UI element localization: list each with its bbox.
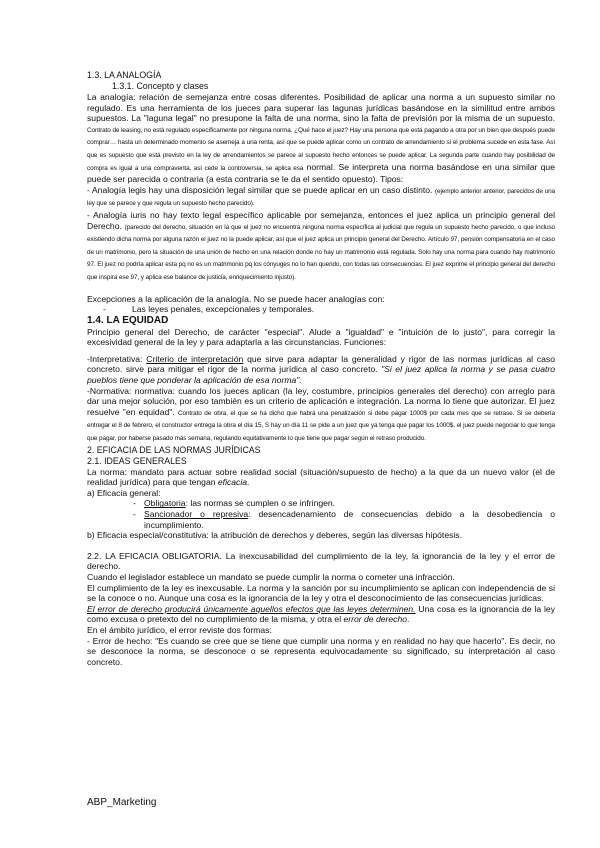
analogia-definition-tail: normal. Se interpreta una norma basándose en una similar que puede ser parecida o contraria (a esta contraria se le da el sentido opuesto). Tipos: — [87, 161, 555, 185]
paragraph-normativa — [87, 386, 555, 445]
paragraph-analogia-definition — [87, 92, 555, 185]
paragraph-legislador: Cuando el legislador establece un mandato se puede cumplir la norma o cometer una infracción. — [87, 571, 455, 582]
eficacia-general-label: a) Eficacia general: — [87, 487, 161, 498]
eficacia-especial-label: b) Eficacia especial/constitutiva: la atribución de derechos y deberes, según las diversas hipótesis. — [87, 530, 462, 541]
obligatoria-underlined: Obligatoria — [144, 498, 186, 509]
analogia-iuris-example: (parecido del derecho, situación en la que el juez no encuentra ninguna norma específica al judicial que regula un supuesto hecho parecido, o que incluso existiendo dicha norma por alguna razón el juez no la puede aplicar, así que el juez aplica un principio general del Derecho. Artículo 97, pensión compensatoria en el caso de un matrimonio, pero la situación de una unión de hecho en una relación donde no hay un matrimonio está regulada. Solo hay una norma para cuando hay matrimonio 97. El juez no podría aplicar esta pq no es un matrimonio pq los cónyuges no lo han querido, con todas las consecuencias. El juez exprime el principio general del derecho que inspira ese 97, y aplica ese balance de justicia, enriquecimiento injusto). — [87, 223, 555, 281]
error-derecho-underlined: El error de derecho producirá únicamente aquellos efectos que las leyes determinen. — [87, 603, 416, 614]
interpretativa-text: que sirve para adaptar la generalidad y rigor de las normas jurídicas al caso concreto. sirve para mitigar el rigor de la norma jurídica al caso concreto. — [87, 353, 555, 375]
analogia-definition-text: La analogía: relación de semejanza entre cosas diferentes. Posibilidad de aplicar una norma a un supuesto similar no regulado. Es una herramienta de los jueces para superar las lagunas jurídicas basándose en la similitud entre ambos supuestos. La "laguna legal" no presupone la falta de una norma, sino la falta de previsión por la misma de un supuesto. — [87, 92, 555, 124]
list-dash: - — [133, 498, 136, 509]
section-title-equidad: 1.4. LA EQUIDAD — [87, 314, 169, 326]
list-item-text — [144, 509, 555, 530]
norma-text: La norma: mandato para actuar sobre realidad social (situación/supuesto de hecho) a la que da un nuevo valor (el de realidad jurídica) para que tengan — [87, 466, 555, 488]
list-item-text — [144, 498, 555, 509]
criterio-interpretacion-underlined: Criterio de interpretación — [146, 353, 244, 364]
subsection-title-concepto: 1.3.1. Concepto y clases — [112, 81, 209, 91]
subsection-title-ideas-generales: 2.1. IDEAS GENERALES — [87, 455, 187, 466]
list-item-excepciones — [87, 304, 555, 315]
paragraph-interpretativa — [87, 354, 555, 386]
list-dash: - — [133, 509, 136, 519]
paragraph-error-derecho — [87, 604, 555, 625]
error-derecho-end: . — [407, 614, 410, 625]
sancionador-underlined: Sancionador o represiva — [144, 509, 249, 519]
error-derecho-emphasis: error de derecho — [343, 614, 408, 625]
list-item-sancionador — [87, 509, 555, 530]
document-page — [87, 70, 555, 667]
list-item-text: Las leyes penales, excepcionales y temporales. — [132, 304, 315, 315]
section-title-analogia: 1.3. LA ANALOGÍA — [87, 70, 162, 80]
obligatoria-text: : las normas se cumplen o se infringen. — [185, 498, 336, 509]
interpretativa-quote: "Si el juez aplica la norma y se pasa cuatro pueblos tiene que ponderar la aplicación de esa norma". — [87, 364, 555, 386]
sancionador-text: : desencadenamiento de consecuencias debido a la desobediencia o incumplimiento. — [144, 509, 556, 530]
list-item-obligatoria — [87, 498, 555, 509]
paragraph-norma — [87, 467, 555, 488]
leasing-example-text: Contrato de leasing, no está regulado específicamente por ninguna norma. ¿Qué hace el juez? Hay una persona que está pagando a otra por un bien que después puede comprar… hasta un determinado momento se asemeja a una renta, así que se puede aplicar como un contrato de arrendamiento si el problema sucede en esta fase. Así que es supuesto que está previsto en la ley de arrendamientos se parece al supuesto hecho entonces se puede aplicar. La segunda parte cuando hay posibilidad de compra es igual a una compraventa, así cede la controversia, se aplica esa — [87, 126, 555, 172]
paragraph-excepciones: Excepciones a la aplicación de la analogía. No se puede hacer analogías con: — [87, 293, 385, 304]
section-title-eficacia: 2. EFICACIA DE LAS NORMAS JURÍDICAS — [87, 444, 261, 455]
analogia-iuris-text: - Analogía iuris no hay texto legal específico aplicable por semejanza, entonces el juez aplica un principio general del Derecho. — [87, 209, 555, 231]
paragraph-analogia-iuris — [87, 210, 555, 284]
paragraph-analogia-legis — [87, 185, 555, 210]
analogia-legis-example: (ejemplo anterior anterior, parecidos de una ley que se parece y que regula un supuesto hecho parecido). — [87, 187, 556, 208]
eficacia-emphasis: eficacia — [217, 477, 248, 488]
page-footer: ABP_Marketing — [87, 797, 157, 808]
section-title-eficacia-obligatoria: 2.2. LA EFICACIA OBLIGATORIA. La inexcusabilidad del cumplimiento de la ley, la ignorancia de la ley y el error de derecho. — [87, 550, 555, 572]
analogia-legis-text: - Analogía legis hay una disposición legal similar que se puede aplicar en un caso distinto. — [87, 184, 433, 195]
paragraph-equidad-intro: Principio general del Derecho, de carácter "especial". Alude a "igualdad" e "intuición de lo justo", para corregir la excesividad general de la ley y para adaptarla a las circunstancias. Funciones: — [87, 326, 555, 348]
normativa-text: -Normativa: normativa: cuando los jueces aplican (la ley, costumbre, principios generales del derecho) con arreglo para dar una mejor solución, por eso también es un criterio de aplicación e integración. La norma lo tiene que autorizar. El juez resuelve "en equidad". — [87, 385, 555, 417]
list-dash: - — [103, 304, 106, 315]
interpretativa-label: -Interpretativa: — [87, 353, 147, 364]
paragraph-error-hecho: - Error de hecho: "Es cuando se cree que se tiene que cumplir una norma y en realidad no hay que hacerlo". Es decir, no se desconoce la norma, se desconoce o se representa equivocadamente su significado, su interpretación al caso concreto. — [87, 635, 555, 667]
normativa-example: Contrato de obra, el que se ha dicho que habrá una penalización si debe pagar 1000$ por cada mes que se retrase. Si se debería entregar el 8 de febrero, el constructor entrega la obra el día 15, S hay un día 11 se pide a un juez que ya tenga que pagar los 1000$, el juez puede negociar lo que tenga que pagar, por haberse pasado más semana, regulando equitativamente lo que tiene que pagar según el retraso producido. — [87, 409, 555, 443]
norma-end: . — [247, 477, 250, 488]
paragraph-formas-error: En el ámbito jurídico, el error reviste dos formas: — [87, 624, 272, 635]
paragraph-cumplimiento: El cumplimiento de la ley es inexcusable. La norma y la sanción por su incumplimiento se aplican con independencia de si se la conoce o no. Aunque una cosa es la ignorancia de la ley y otra el desconocimiento de las consecuencias jurídicas. — [87, 582, 555, 604]
error-derecho-text: Una cosa es la ignorancia de la ley como excusa o pretexto del no cumplimiento de la misma, y otra el — [87, 603, 555, 625]
